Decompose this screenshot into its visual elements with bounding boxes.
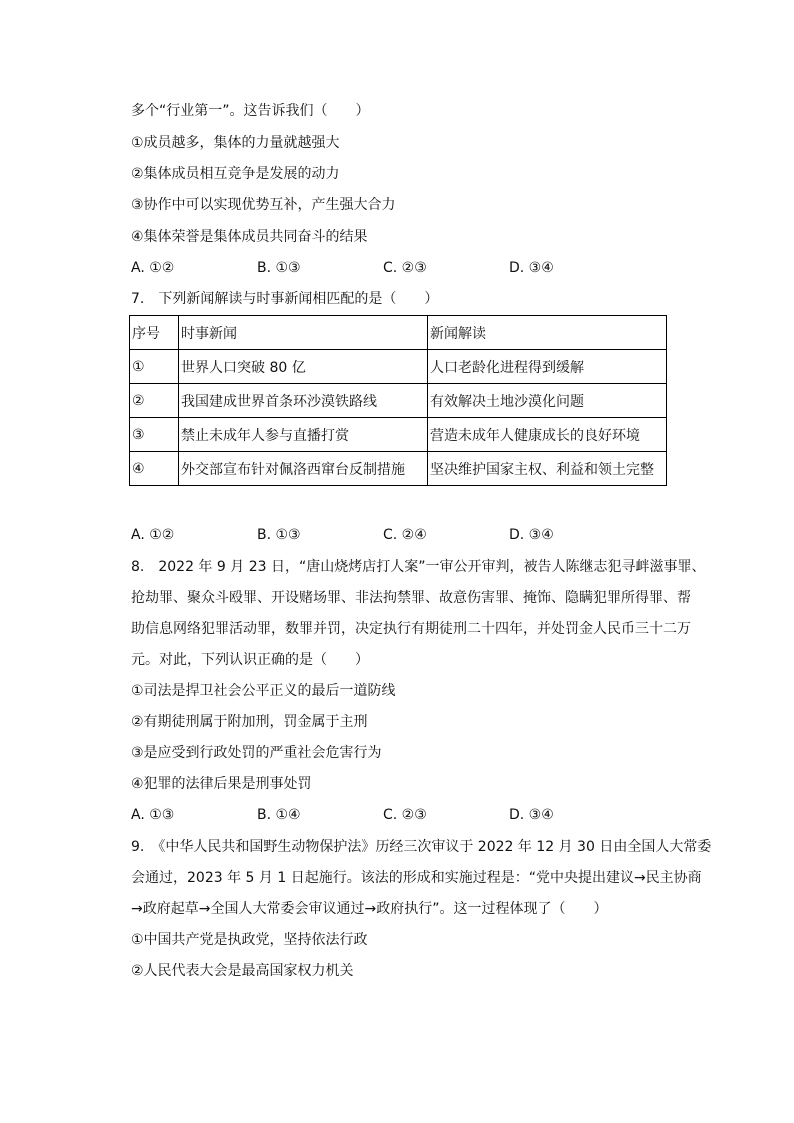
q6-option-a: A. ①②: [131, 260, 175, 276]
q7-option-b: B. ①③: [257, 527, 301, 543]
row-news: 世界人口突破 80 亿: [179, 350, 428, 384]
q9-stem-line-2: 会通过，2023 年 5 月 1 日起施行。该法的形成和实施过程是：“党中央提出建议→民主协商: [131, 870, 702, 886]
q8-stem-line-3: 助信息网络犯罪活动罪，数罪并罚，决定执行有期徒刑二十四年，并处罚金人民币三十二万: [131, 621, 691, 637]
table-row: [130, 452, 667, 486]
q8-stem-line-2: 抢劫罪、聚众斗殴罪、开设赌场罪、非法拘禁罪、故意伤害罪、掩饰、隐瞒犯罪所得罪、帮: [131, 590, 691, 606]
table-row: [130, 350, 667, 384]
q8-stem-line-4: 元。对此，下列认识正确的是（ ）: [131, 652, 369, 668]
q7-option-c: C. ②④: [383, 527, 427, 543]
row-interpretation: 人口老龄化进程得到缓解: [428, 350, 667, 384]
row-news: 禁止未成年人参与直播打赏: [179, 418, 428, 452]
row-interpretation: 营造未成年人健康成长的良好环境: [428, 418, 667, 452]
row-index: ④: [130, 452, 179, 486]
row-interpretation: 有效解决土地沙漠化问题: [428, 384, 667, 418]
q7-news-table: [129, 315, 667, 486]
table-header-row: [130, 316, 667, 350]
q8-option-b: B. ①④: [257, 807, 301, 823]
table-row: [130, 418, 667, 452]
row-index: ②: [130, 384, 179, 418]
q8-option-c: C. ②③: [383, 807, 427, 823]
q6-option-d: D. ③④: [509, 260, 554, 276]
row-news: 我国建成世界首条环沙漠铁路线: [179, 384, 428, 418]
q6-statement-2: ②集体成员相互竞争是发展的动力: [131, 166, 340, 182]
q7-stem: 7. 下列新闻解读与时事新闻相匹配的是（ ）: [131, 291, 439, 307]
q8-options: [131, 805, 691, 825]
q6-statement-4: ④集体荣誉是集体成员共同奋斗的结果: [131, 229, 368, 245]
q6-statement-3: ③协作中可以实现优势互补，产生强大合力: [131, 197, 396, 213]
q8-statement-4: ④犯罪的法律后果是刑事处罚: [131, 776, 312, 792]
q6-options: [131, 258, 691, 278]
q9-statement-2: ②人民代表大会是最高国家权力机关: [131, 963, 354, 979]
header-index: 序号: [130, 316, 179, 350]
q6-stem-tail: 多个“行业第一”。这告诉我们（ ）: [131, 103, 370, 119]
q8-statement-3: ③是应受到行政处罚的严重社会危害行为: [131, 745, 382, 761]
q7-option-d: D. ③④: [509, 527, 554, 543]
q9-stem-line-3: →政府起草→全国人大常委会审议通过→政府执行”。这一过程体现了（ ）: [131, 901, 608, 917]
q8-statement-1: ①司法是捍卫社会公平正义的最后一道防线: [131, 683, 396, 699]
table-row: [130, 384, 667, 418]
q6-option-b: B. ①③: [257, 260, 301, 276]
header-news: 时事新闻: [179, 316, 428, 350]
q6-statement-1: ①成员越多，集体的力量就越强大: [131, 135, 340, 151]
row-interpretation: 坚决维护国家主权、利益和领土完整: [428, 452, 667, 486]
q8-option-d: D. ③④: [509, 807, 554, 823]
row-index: ①: [130, 350, 179, 384]
q6-option-c: C. ②③: [383, 260, 427, 276]
row-news: 外交部宣布针对佩洛西窜台反制措施: [179, 452, 428, 486]
q8-option-a: A. ①③: [131, 807, 175, 823]
row-index: ③: [130, 418, 179, 452]
header-interpretation: 新闻解读: [428, 316, 667, 350]
q8-statement-2: ②有期徒刑属于附加刑，罚金属于主刑: [131, 714, 368, 730]
q7-options: [131, 525, 691, 545]
q8-stem-line-1: 8. 2022 年 9 月 23 日，“唐山烧烤店打人案”一审公开审判，被告人陈继志犯寻衅滋事罪、: [131, 559, 706, 575]
q7-option-a: A. ①②: [131, 527, 175, 543]
q9-statement-1: ①中国共产党是执政党，坚持依法行政: [131, 932, 368, 948]
q9-stem-line-1: 9. 《中华人民共和国野生动物保护法》历经三次审议于 2022 年 12 月 30 日由全国人大常委: [131, 839, 712, 855]
